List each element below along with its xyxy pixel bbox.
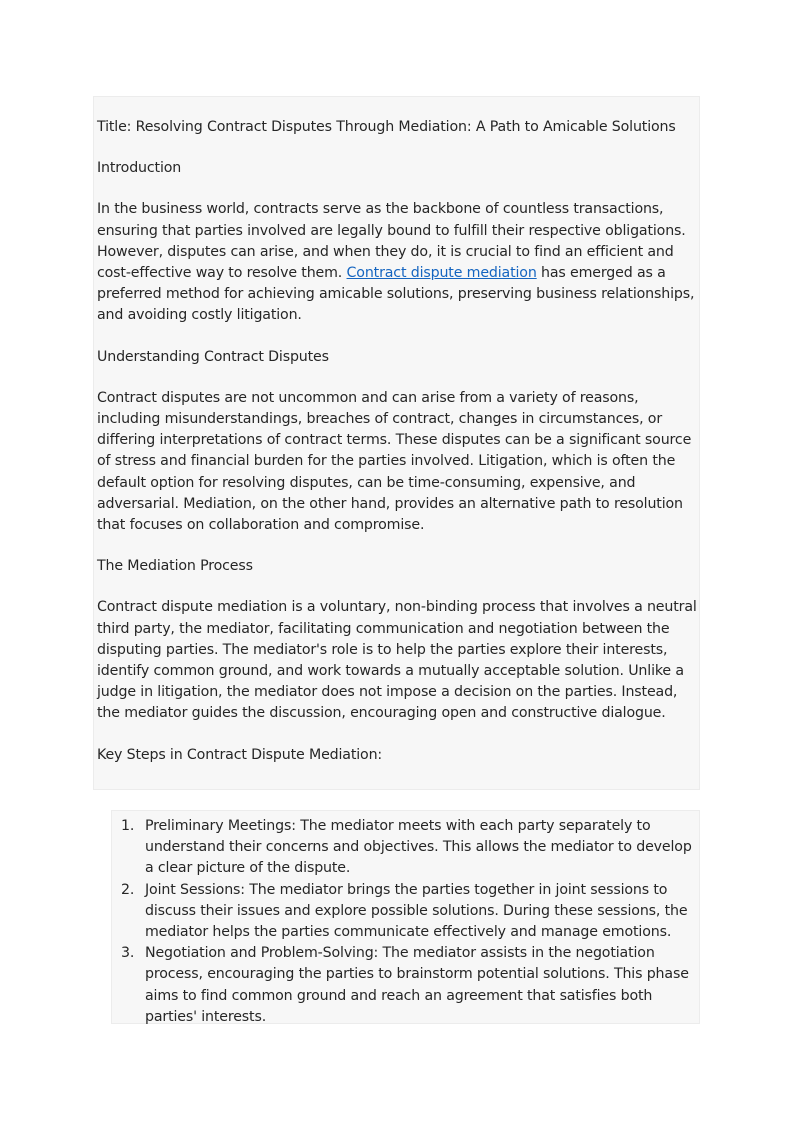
- contract-dispute-mediation-link[interactable]: Contract dispute mediation: [346, 265, 537, 282]
- list-item: [112, 880, 699, 944]
- section-heading-process: The Mediation Process: [97, 558, 253, 575]
- steps-list-block: [111, 810, 700, 1024]
- article-body: [93, 96, 700, 790]
- process-paragraph: Contract dispute mediation is a voluntary, non-binding process that involves a neutral third party, the mediator, facilitating communication and negotiation between the disputing parties. The mediator's role is to help the parties explore their interests, identify common ground, and work towards a mutually acceptable solution. Unlike a judge in litigation, the mediator does not impose a decision on the parties. Instead, the mediator guides the discussion, encouraging open and constructive dialogue.: [97, 599, 697, 722]
- intro-text-before-link: In the business world, contracts serve as the backbone of countless transactions, ensuring that parties involved are legally bound to fulfill their respective obligations. However, disputes can arise, and when they do, it is crucial to find an efficient and cost-effective way to resolve them.: [97, 201, 686, 282]
- section-heading-introduction: Introduction: [97, 160, 182, 177]
- list-item-number: 1.: [121, 818, 135, 834]
- list-item-text: Preliminary Meetings: The mediator meets with each party separately to understand their concerns and objectives. This allows the mediator to develop a clear picture of the dispute.: [145, 818, 692, 877]
- section-heading-understanding: Understanding Contract Disputes: [97, 348, 329, 365]
- section-heading-key-steps: Key Steps in Contract Dispute Mediation:: [97, 746, 383, 763]
- understanding-paragraph: Contract disputes are not uncommon and can arise from a variety of reasons, including misunderstandings, breaches of contract, changes in circumstances, or differing interpretations of contract terms. These disputes can be a significant source of stress and financial burden for the parties involved. Litigation, which is often the default option for resolving disputes, can be time-consuming, expensive, and adversarial. Mediation, on the other hand, provides an alternative path to resolution that focuses on collaboration and compromise.: [97, 389, 692, 534]
- list-item: [112, 816, 699, 880]
- introduction-paragraph: [97, 199, 699, 326]
- article-title: Title: Resolving Contract Disputes Through Mediation: A Path to Amicable Solutions: [97, 119, 676, 135]
- list-item-text: Negotiation and Problem-Solving: The mediator assists in the negotiation process, encouraging the parties to brainstorm potential solutions. This phase aims to find common ground and reach an agreement that satisfies both parties' interests.: [145, 945, 689, 1025]
- intro-text-after-link: has emerged as a preferred method for achieving amicable solutions, preserving business relationships, and avoiding costly litigation.: [97, 265, 695, 324]
- list-item-number: 3.: [121, 945, 135, 962]
- list-item: [112, 943, 699, 1028]
- list-item-text: Joint Sessions: The mediator brings the parties together in joint sessions to discuss their issues and explore possible solutions. During these sessions, the mediator helps the parties communicate effectively and manage emotions.: [145, 881, 688, 941]
- steps-list: [112, 816, 699, 1028]
- list-item-number: 2.: [121, 881, 135, 898]
